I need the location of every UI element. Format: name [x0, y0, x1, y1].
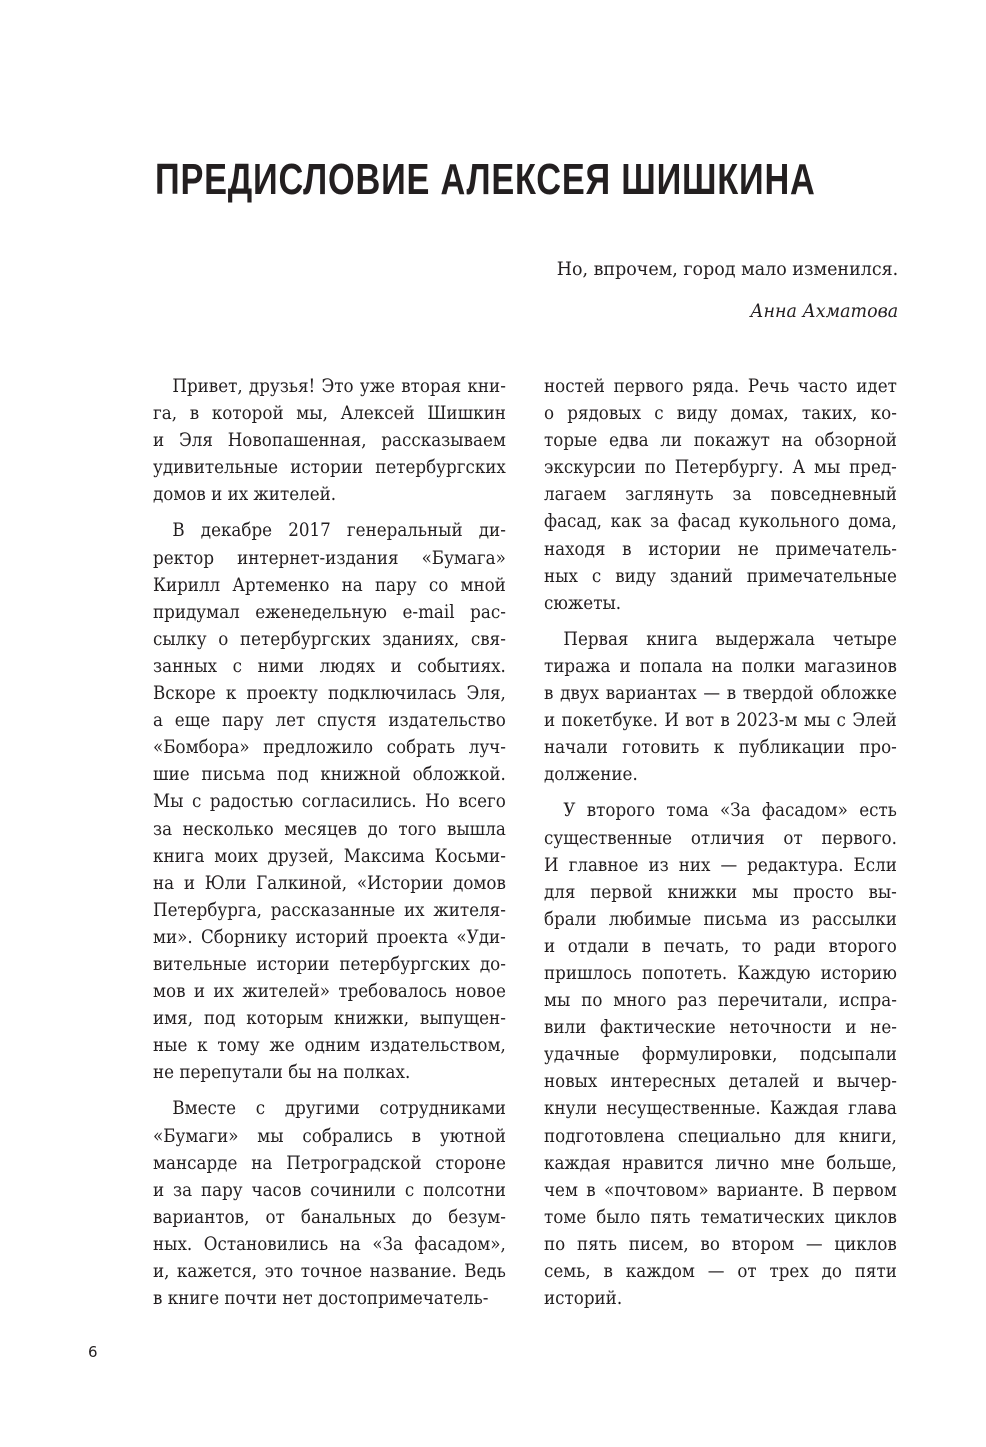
text-line: Вместе с другими сотрудниками — [172, 1097, 506, 1120]
text-line: В декабре 2017 генеральный ди- — [172, 519, 506, 542]
paragraph — [153, 517, 506, 1086]
epigraph — [527, 256, 898, 324]
text-line: книга моих друзей, Максима Косьми- — [153, 844, 506, 867]
text-line: домов и их жителей. — [153, 483, 337, 506]
paragraph-gap — [544, 617, 897, 626]
text-line: мов и их жителей» требовалось новое — [153, 980, 506, 1003]
paragraph — [544, 373, 897, 617]
text-line: в книге почти нет достопримечатель- — [153, 1287, 489, 1310]
text-line: должение. — [544, 763, 638, 786]
text-line: ных с виду зданий примечательные — [544, 564, 897, 587]
text-line: сюжеты. — [544, 591, 622, 614]
text-line: томе было пять тематических циклов — [544, 1205, 897, 1228]
text-line: чем в «почтовом» варианте. В первом — [544, 1178, 897, 1201]
text-line: Кирилл Артеменко на пару со мной — [153, 573, 506, 596]
text-line: семь, в каждом — от трех до пяти — [544, 1260, 897, 1282]
epigraph-quote: Но, впрочем, город мало изменился. — [556, 258, 898, 280]
text-line: И главное из них — редактура. Если — [544, 853, 897, 876]
text-line: ные к тому же одним издательством, — [153, 1034, 506, 1057]
page-number: 6 — [88, 1343, 98, 1361]
text-line: экскурсии по Петербургу. А мы пред- — [544, 456, 897, 479]
text-line: Первая книга выдержала четыре — [563, 627, 897, 650]
text-line: ми». Сборнику историй проекта «Уди- — [153, 925, 506, 948]
text-line: находя в истории не примечатель- — [544, 537, 897, 560]
chapter-title: ПРЕДИСЛОВИЕ АЛЕКСЕЯ ШИШКИНА — [155, 155, 816, 204]
text-column-left — [153, 373, 506, 1312]
text-line: фасад, как за фасад кукольного дома, — [544, 510, 897, 533]
text-line: и, кажется, это точное название. Ведь — [153, 1260, 506, 1282]
text-line: вительные истории петербургских до- — [153, 952, 506, 975]
text-line: подготовлена специально для книги, — [544, 1124, 897, 1147]
text-line: за несколько месяцев до того вышла — [153, 817, 506, 840]
text-column-right — [544, 373, 897, 1312]
text-line: «Бомбора» предложило собрать луч- — [153, 736, 506, 759]
text-line: историй. — [544, 1287, 623, 1310]
text-line: ных. Остановились на «За фасадом», — [153, 1232, 506, 1255]
paragraph — [153, 373, 506, 508]
text-line: существенные отличия от первого. — [544, 826, 897, 849]
text-line: тиража и попала на полки магазинов — [544, 654, 897, 677]
text-line: начали готовить к публикации про- — [544, 736, 897, 759]
text-line: брали любимые письма из рассылки — [544, 907, 897, 930]
text-line: каждая нравится лично мне больше, — [544, 1151, 897, 1174]
paragraph — [544, 797, 897, 1312]
text-line: придумал еженедельную e-mail рас- — [153, 600, 506, 623]
text-line: и отдали в печать, то ради второго — [544, 934, 897, 957]
text-line: вариантов, от банальных до безум- — [153, 1205, 506, 1228]
text-line: новых интересных деталей и вычер- — [544, 1070, 897, 1093]
text-line: ректор интернет-издания «Бумага» — [153, 546, 506, 569]
text-line: в двух вариантах — в твердой обложке — [544, 682, 897, 705]
text-line: не перепутали бы на полках. — [153, 1061, 411, 1084]
text-line: сылку о петербургских зданиях, свя- — [153, 627, 506, 650]
text-line: Привет, друзья! Это уже вторая кни- — [172, 375, 506, 397]
text-line: кнули несущественные. Каждая глава — [544, 1097, 897, 1120]
text-line: «Бумаги» мы собрались в уютной — [153, 1124, 506, 1147]
text-line: о рядовых с виду домах, таких, ко- — [544, 402, 897, 425]
text-line: для первой книжки мы просто вы- — [544, 880, 897, 903]
text-line: и за пару часов сочинили с полсотни — [153, 1178, 506, 1201]
text-line: удачные формулировки, подсыпали — [544, 1043, 897, 1066]
text-line: У второго тома «За фасадом» есть — [563, 799, 897, 822]
text-line: по пять писем, во втором — циклов — [544, 1232, 897, 1255]
text-line: пришлось попотеть. Каждую историю — [544, 961, 897, 984]
text-line: мы по много раз перечитали, испра- — [544, 989, 897, 1012]
paragraph — [544, 626, 897, 789]
text-line: и покетбуке. И вот в 2023-м мы с Элей — [544, 709, 897, 732]
text-line: вили фактические неточности и не- — [544, 1016, 897, 1039]
text-line: шие письма под книжной обложкой. — [153, 763, 506, 786]
paragraph — [153, 1095, 506, 1312]
text-line: удивительные истории петербургских — [153, 456, 506, 479]
paragraph-gap — [153, 508, 506, 517]
paragraph-gap — [153, 1086, 506, 1095]
text-line: имя, под которым книжки, выпущен- — [153, 1007, 506, 1030]
paragraph-gap — [544, 788, 897, 797]
text-line: га, в которой мы, Алексей Шишкин — [153, 402, 506, 425]
text-line: и Эля Новопашенная, рассказываем — [153, 429, 506, 452]
text-line: Вскоре к проекту подключилась Эля, — [153, 682, 506, 705]
text-line: а еще пару лет спустя издательство — [153, 709, 506, 732]
text-line: ностей первого ряда. Речь часто идет — [544, 375, 897, 397]
text-line: Петербурга, рассказанные их жителя- — [153, 898, 506, 921]
text-line: занных с ними людях и событиях. — [153, 654, 506, 677]
text-line: торые едва ли покажут на обзорной — [544, 429, 897, 452]
text-line: лагаем заглянуть за повседневный — [544, 483, 897, 506]
epigraph-author: Анна Ахматова — [750, 300, 898, 322]
text-line: Мы с радостью согласились. Но всего — [153, 790, 506, 813]
text-line: на и Юли Галкиной, «Истории домов — [153, 871, 506, 894]
text-line: мансарде на Петроградской стороне — [153, 1151, 506, 1174]
